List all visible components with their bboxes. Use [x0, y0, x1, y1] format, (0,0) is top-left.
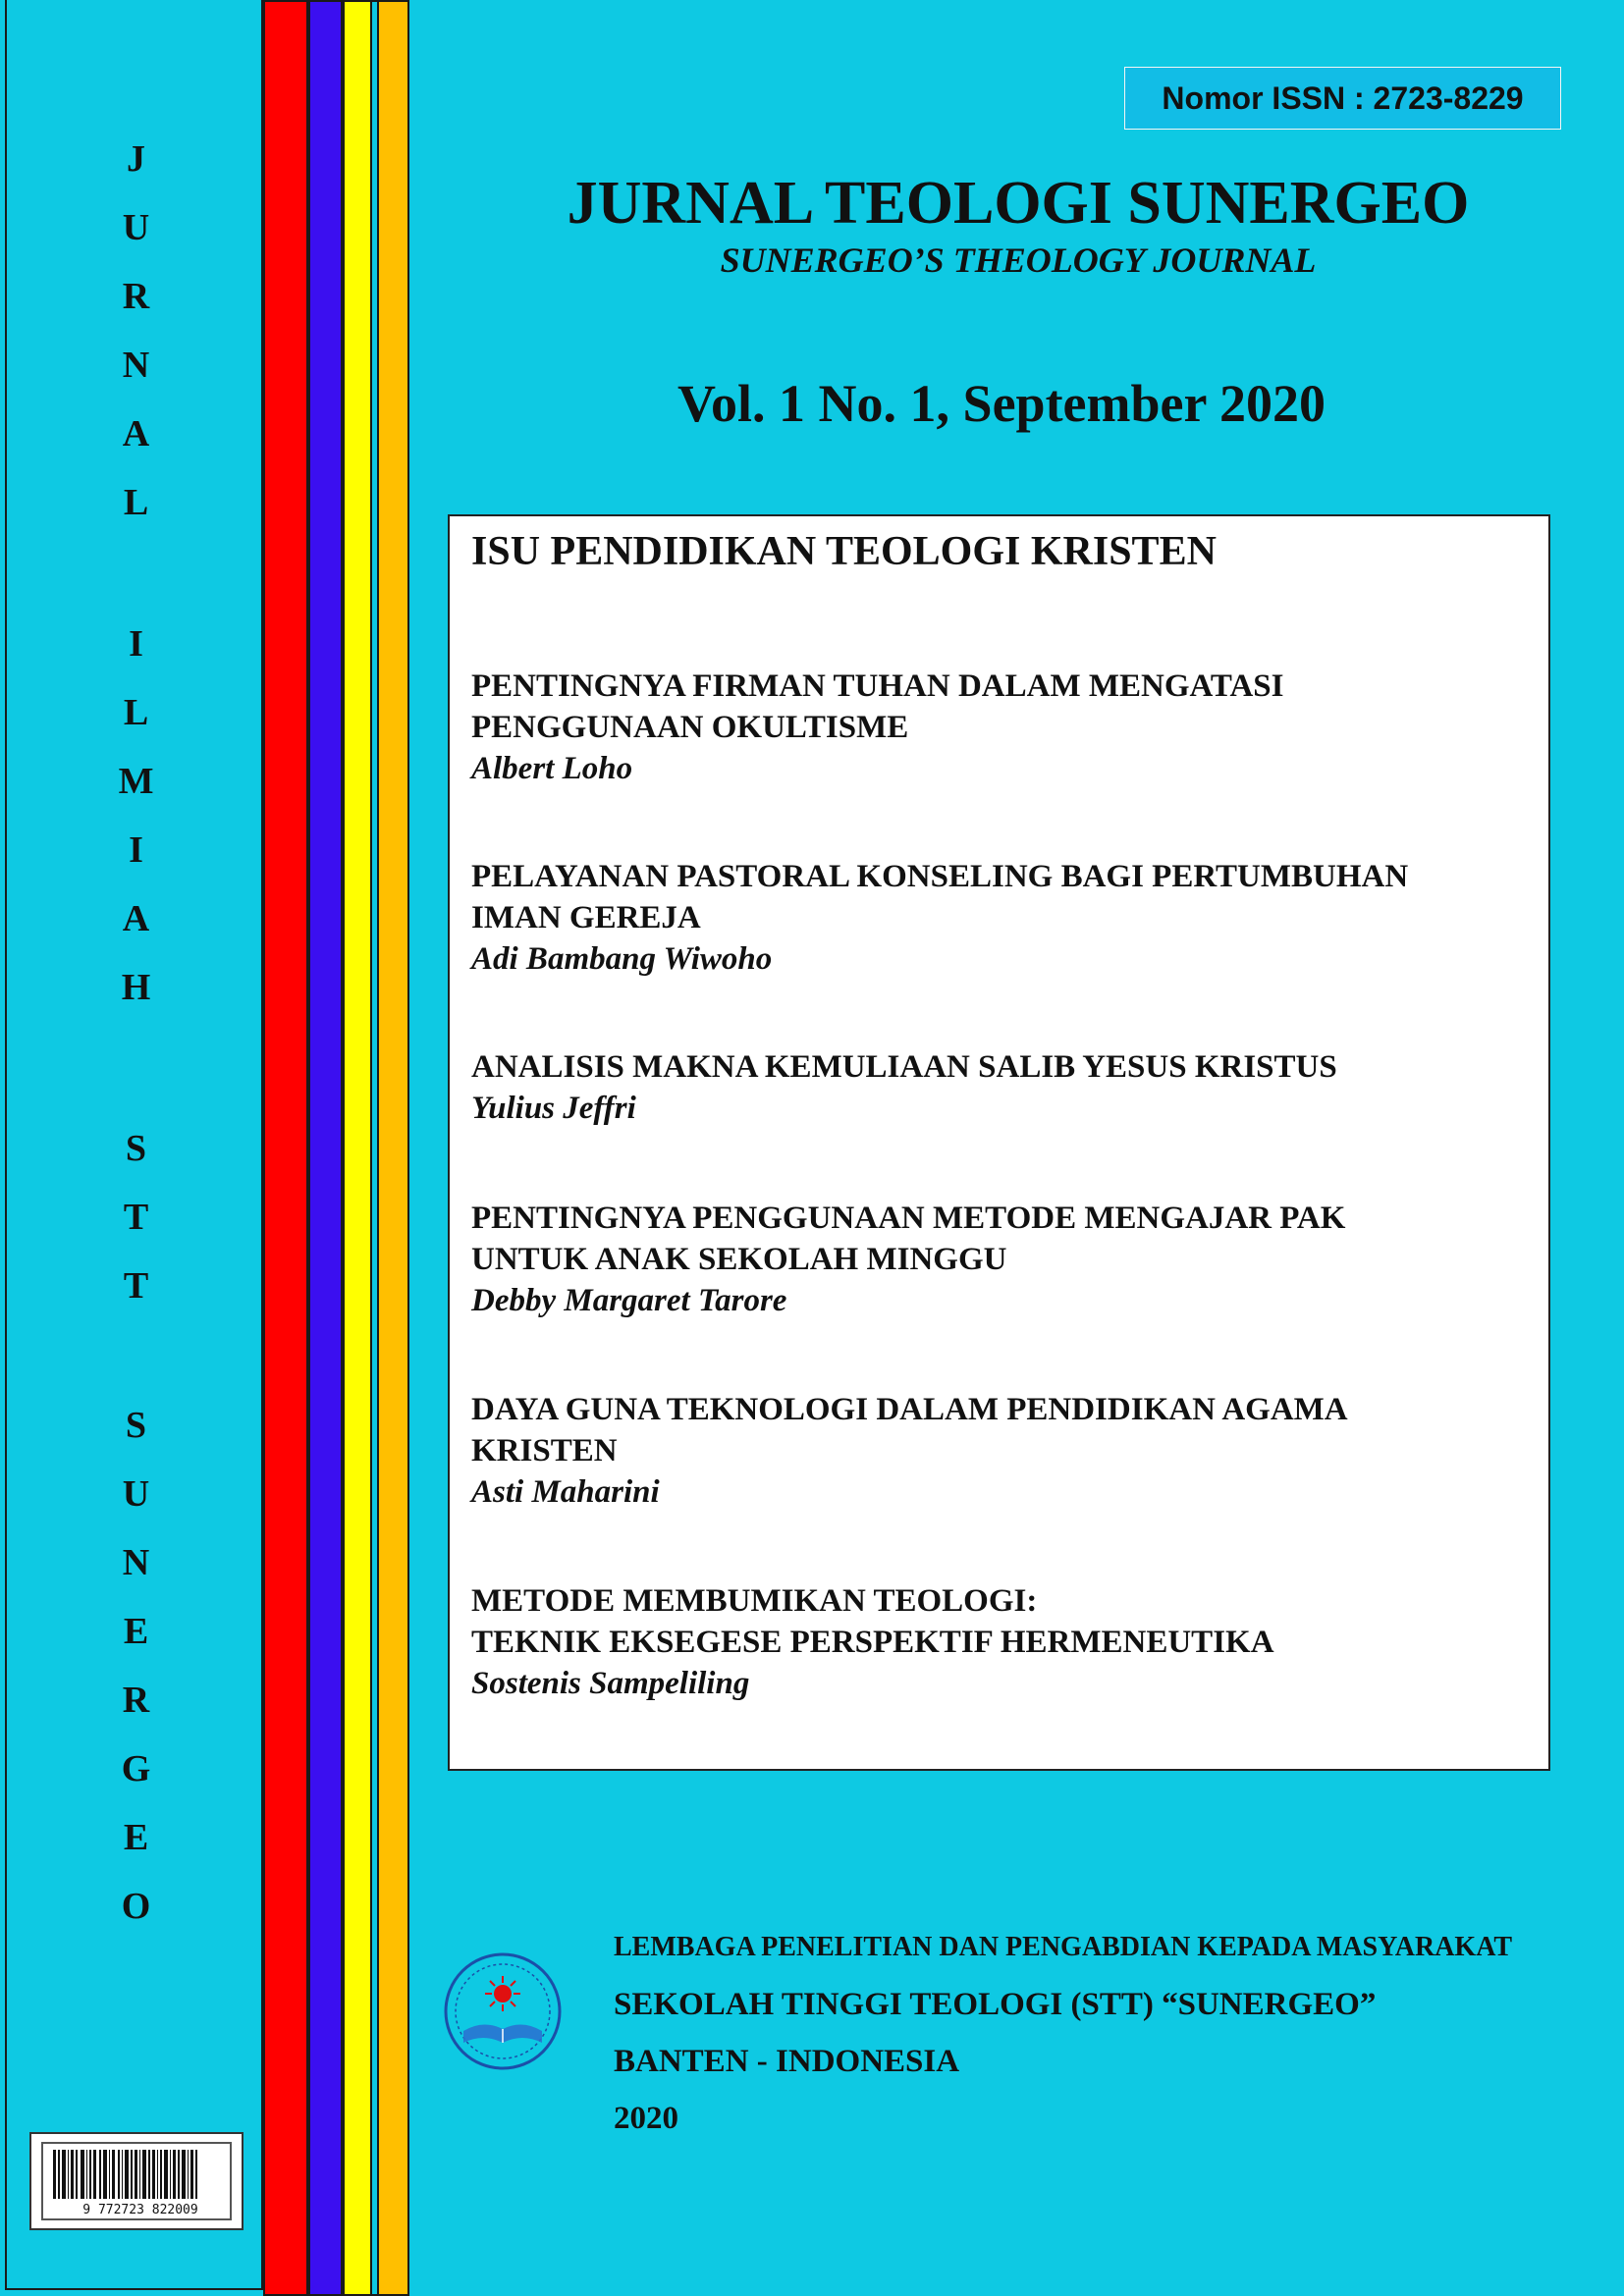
spine-letter: H [121, 967, 151, 1008]
article-title: PENTINGNYA PENGGUNAAN METODE MENGAJAR PAK [471, 1201, 1346, 1236]
spine-letter: R [122, 276, 150, 317]
journal-subtitle: SUNERGEO’S THEOLOGY JOURNAL [720, 240, 1317, 280]
journal-volume: Vol. 1 No. 1, September 2020 [677, 374, 1326, 433]
stripe-orange [377, 0, 409, 2296]
spine-letter: T [123, 1265, 149, 1307]
article-author: Sostenis Sampeliling [471, 1666, 750, 1701]
spine-letter: T [123, 1197, 149, 1238]
publisher-year: 2020 [614, 2101, 678, 2136]
article-item [471, 1198, 1528, 1321]
spine-letter: R [122, 1680, 150, 1721]
table-of-contents [448, 514, 1550, 1771]
article-title: KRISTEN [471, 1433, 618, 1468]
article-item [471, 856, 1528, 980]
spine-letter: I [129, 623, 143, 665]
article-title: ANALISIS MAKNA KEMULIAAN SALIB YESUS KRISTUS [471, 1049, 1337, 1085]
article-title: IMAN GEREJA [471, 900, 701, 935]
article-title: UNTUK ANAK SEKOLAH MINGGU [471, 1242, 1007, 1277]
stripe-red [263, 0, 308, 2296]
spine-letter: L [123, 692, 149, 733]
spine-letter: E [123, 1611, 149, 1652]
article-author: Asti Maharini [471, 1474, 660, 1510]
spine-letter: E [123, 1817, 149, 1858]
spine-letter: N [122, 1542, 150, 1583]
publisher-line: LEMBAGA PENELITIAN DAN PENGABDIAN KEPADA MASYARAKAT [614, 1932, 1513, 1962]
spine-letter: N [122, 345, 150, 386]
journal-title: JURNAL TEOLOGI SUNERGEO [567, 170, 1470, 237]
toc-heading: ISU PENDIDIKAN TEOLOGI KRISTEN [471, 529, 1217, 574]
barcode-icon [53, 2150, 200, 2199]
article-title: DAYA GUNA TEKNOLOGI DALAM PENDIDIKAN AGAMA [471, 1392, 1348, 1427]
spine-letter: L [123, 482, 149, 523]
publisher-line: BANTEN - INDONESIA [614, 2044, 960, 2079]
spine-letter: U [122, 207, 150, 248]
article-author: Yulius Jeffri [471, 1091, 636, 1126]
institution-logo-icon [440, 1949, 566, 2074]
article-title: PELAYANAN PASTORAL KONSELING BAGI PERTUMBUHAN [471, 859, 1409, 894]
article-title: METODE MEMBUMIKAN TEOLOGI: [471, 1583, 1038, 1619]
spine-letter: S [125, 1128, 147, 1169]
spine-panel [5, 0, 263, 2290]
stripe-yellow [343, 0, 372, 2296]
article-item [471, 1580, 1528, 1704]
article-item [471, 1389, 1528, 1513]
barcode [29, 2132, 244, 2230]
spine-letter: U [122, 1473, 150, 1515]
article-author: Debby Margaret Tarore [471, 1283, 787, 1318]
barcode-number: 9 772723 822009 [82, 2203, 198, 2217]
spine-letter: I [129, 829, 143, 871]
publisher-line: SEKOLAH TINGGI TEOLOGI (STT) “SUNERGEO” [614, 1987, 1377, 2022]
article-author: Albert Loho [471, 751, 633, 786]
article-item [471, 1046, 1528, 1129]
article-item [471, 666, 1528, 789]
spine-letter: O [121, 1886, 151, 1927]
issn-label: Nomor ISSN : 2723-8229 [1124, 67, 1561, 130]
article-author: Adi Bambang Wiwoho [471, 941, 773, 977]
spine-letter: S [125, 1405, 147, 1446]
stripe-blue [308, 0, 343, 2296]
spine-letter: A [122, 898, 150, 939]
spine-letter: M [118, 761, 154, 802]
article-title: PENGGUNAAN OKULTISME [471, 710, 909, 745]
article-title: TEKNIK EKSEGESE PERSPEKTIF HERMENEUTIKA [471, 1625, 1274, 1660]
spine-letter: G [121, 1748, 151, 1789]
spine-letter: J [127, 138, 145, 180]
article-title: PENTINGNYA FIRMAN TUHAN DALAM MENGATASI [471, 668, 1284, 704]
spine-letter: A [122, 413, 150, 454]
